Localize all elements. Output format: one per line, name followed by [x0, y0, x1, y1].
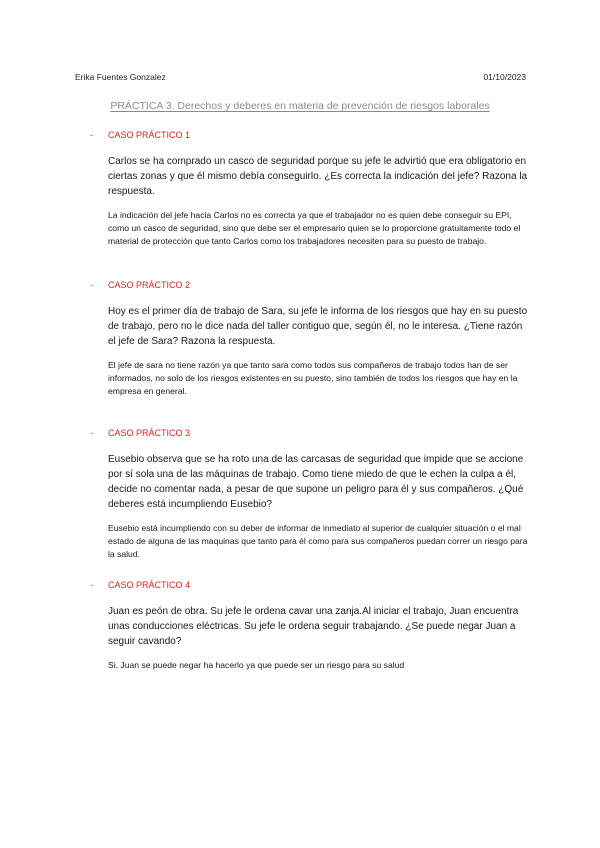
- case-answer: Eusebio está incumpliendo con su deber de informar de inmediato al superior de cualquier situación o el mal estado de alguna de las maquinas que tanto para él como para sus compañeros puedan correr un riesgo para la salud.: [108, 523, 528, 559]
- case-answer: La indicación del jefe hacia Carlos no es correcta ya que el trabajador no es quien debe conseguir su EPI, como un casco de seguridad, sino que debe ser el empresario quien se lo proporcione gratuitamente todo el material de protección que tanto Carlos como los trabajadores necesiten para su puesto de trabajo.: [108, 210, 521, 246]
- case-1: [90, 130, 530, 248]
- case-2: [90, 280, 530, 398]
- case-heading: [90, 428, 530, 438]
- case-title: CASO PRÁCTICO 4: [108, 580, 191, 590]
- case-answer: Si, Juan se puede negar ha hacerlo ya que puede ser un riesgo para su salud: [108, 660, 405, 670]
- bullet-dash: -: [90, 428, 93, 438]
- case-heading: [90, 580, 530, 590]
- case-heading: [90, 130, 530, 140]
- case-4: [90, 580, 530, 672]
- case-answer: El jefe de sara no tiene razón ya que tanto sara como todos sus compañeros de trabajo todos han de ser informados, no solo de los riesgos existentes en su puesto, sino también de todos los riesgos que hay en la empresa en general.: [108, 360, 518, 396]
- document-date: 01/10/2023: [483, 72, 526, 82]
- case-title: CASO PRÁCTICO 3: [108, 428, 191, 438]
- case-question: Hoy es el primer día de trabajo de Sara, su jefe le informa de los riesgos que hay en su puesto de trabajo, pero no le dice nada del taller contiguo que, según él, no le interesa. ¿Tiene razón el jefe de Sara? Razona la respuesta.: [108, 306, 528, 347]
- bullet-dash: -: [90, 580, 93, 590]
- case-question: Juan es peón de obra. Su jefe le ordena cavar una zanja.Al iniciar el trabajo, Juan encuentra unas conducciones eléctricas. Su jefe le ordena seguir trabajando. ¿Se puede negar Juan a seguir cavando?: [108, 606, 519, 647]
- case-question: Carlos se ha comprado un casco de seguridad porque su jefe le advirtió que era obligatorio en ciertas zonas y que él mismo debía conseguirlo. ¿Es correcta la indicación del jefe? Razona la respuesta.: [108, 156, 528, 197]
- case-question: Eusebio observa que se ha roto una de las carcasas de seguridad que impide que se accione por sí sola una de las máquinas de trabajo. Como tiene miedo de que le echen la culpa a él, decide no comentar nada, a pesar de que supone un peligro para él y sus compañeros. ¿Qué deberes está incumpliendo Eusebio?: [108, 454, 524, 510]
- author-name: Erika Fuentes Gonzalez: [75, 72, 166, 82]
- page-title: PRÁCTICA 3. Derechos y deberes en materia de prevención de riesgos laborales: [110, 100, 490, 112]
- case-title: CASO PRÁCTICO 1: [108, 130, 191, 140]
- bullet-dash: -: [90, 280, 93, 290]
- bullet-dash: -: [90, 130, 93, 140]
- case-heading: [90, 280, 530, 290]
- case-3: [90, 428, 530, 561]
- case-title: CASO PRÁCTICO 2: [108, 280, 191, 290]
